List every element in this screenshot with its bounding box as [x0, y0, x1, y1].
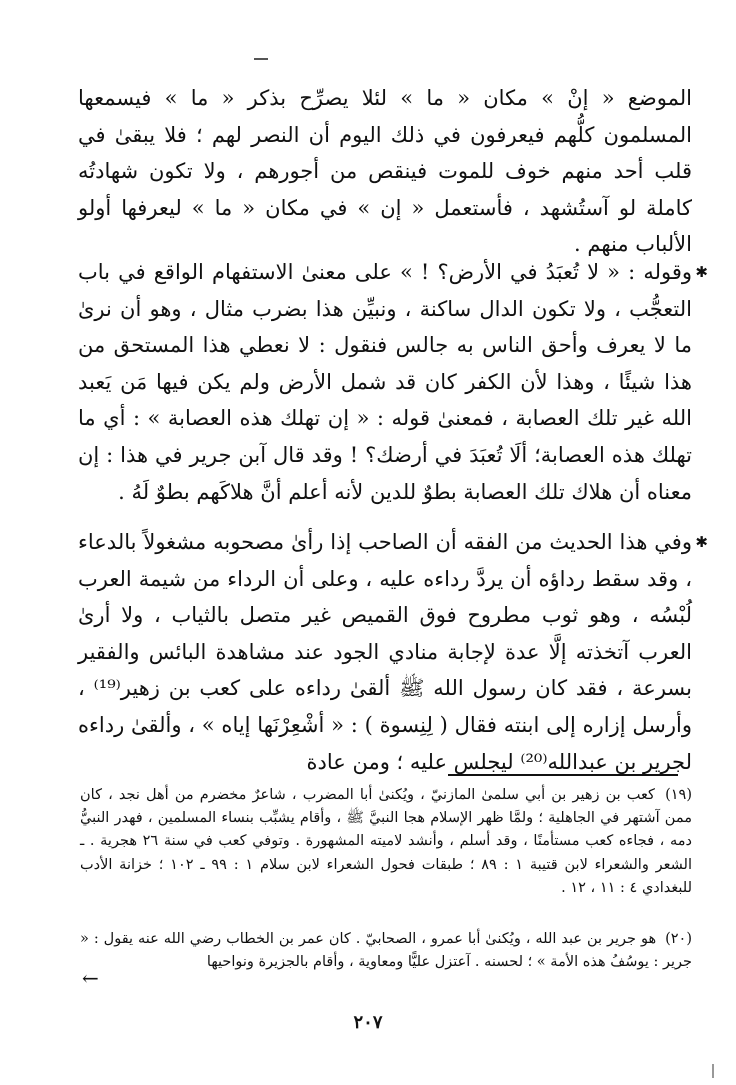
- page-edge-mark: [712, 1064, 714, 1078]
- paragraph-3: [78, 524, 708, 780]
- paragraph-3-text: وفي هذا الحديث من الفقه أن الصاحب إذا رأىٰ مصحوبه مشغولاً بالدعاء ، وقد سقط رداؤه أن يردَّ رداءه عليه ، وعلى أن الرداء من شيمة العرب لُبْسُه ، وهو ثوب مطروح فوق القميص غير متصل بالثياب ، ولا أرىٰ العرب آتخذته إلَّا عدة لإجابة منادي الجود عند مشاهدة البائس والفقير بسرعة ، فقد كان رسول الله ﷺ ألقىٰ رداءه على كعب بن زهير⁽¹⁹⁾ ، وأرسل إزاره إلى ابنته فقال ( لِنِسوة ) : « أشْعِرْنَها إياه » ، وألقىٰ رداءه لجرير بن عبدالله⁽²⁰⁾ ليجلس عليه ؛ ومن عادة: [78, 530, 692, 774]
- asterisk-bullet-icon: ✱: [695, 263, 708, 281]
- footnote-19-number: (١٩): [665, 787, 693, 803]
- footnote-19: [80, 784, 692, 900]
- paragraph-1-text: الموضع « إنْ » مكان « ما » لئلا يصرِّح بذكر « ما » فيسمعها المسلمون كلُّهم فيعرفون في ذلك اليوم أن النصر لهم ؛ فلا يبقىٰ في قلب أحد منهم خوف للموت فينقص من أجورهم ، ولا تكون شهادتُه كاملة لو آستُشهد ، فأستعمل « إن » في مكان « ما » ليعرفها أولو الألباب منهم .: [78, 86, 692, 257]
- top-tick-mark: [254, 58, 268, 60]
- paragraph-2: [78, 254, 708, 510]
- footnote-20: [80, 928, 692, 974]
- asterisk-bullet-icon: ✱: [695, 533, 708, 551]
- footnote-20-text: هو جرير بن عبد الله ، ويُكنىٰ أبا عمرو ، الصحابيّ . كان عمر بن الخطاب رضي الله عنه يقول : « جرير : يوسُفُ هذه الأمة » ؛ لحسنه . آعتزل عليًّا ومعاوية ، وأقام بالجزيرة ونواحيها: [80, 931, 692, 971]
- continue-arrow-icon: ←: [82, 966, 99, 990]
- footnote-separator: [448, 774, 678, 776]
- paragraph-1: [78, 80, 692, 263]
- footnote-20-number: (٢٠): [665, 931, 692, 947]
- footnote-19-text: كعب بن زهير بن أبي سلمىٰ المازنيّ ، ويُكنىٰ أبا المضرب ، شاعرٌ مخضرم من أهل نجد ، كان ممن آشتهر في الجاهلية ؛ ولمَّا ظهر الإسلام هجا النبيَّ ﷺ ، وأقام يشبِّب بنساء المسلمين ، فهدر النبيُّ دمه ، فجاءه كعب مستأمنًا ، وقد أسلم ، وأنشد لاميته المشهورة . وتوفي كعب في سنة ٢٦ هجرية . ـ الشعر والشعراء لابن قتيبة ١ : ٨٩ ؛ طبقات فحول الشعراء لابن سلام ١ : ٩٩ ـ ١٠٢ ؛ خزانة الأدب للبغدادي ٤ : ١١ ، ١٢ .: [80, 787, 692, 896]
- paragraph-2-text: وقوله : « لا تُعبَدُ في الأرض؟ ! » على معنىٰ الاستفهام الواقع في باب التعجُّب ، ولا تكون الدال ساكنة ، ونبيِّن هذا بضرب مثال ، وهو أن نرىٰ ما لا يعرف وأحق الناس به جالس فنقول : لا نعطي هذا المستحق من هذا شيئًا ، وهذا لأن الكفر كان قد شمل الأرض ولم يكن فيها مَن يَعبد الله غير تلك العصابة ، فمعنىٰ قوله : « إن تهلك هذه العصابة » : أي ما تهلك هذه العصابة؛ ألَا تُعبَدَ في أرضك؟ ! وقد قال آبن جرير في هذا : إن معناه أن هلاك تلك العصابة بطوٌ للدين لأنه أعلم أنَّ هلاكَهم بطوٌ لَهُ .: [78, 260, 692, 504]
- page-number: ٢٠٧: [353, 1012, 383, 1033]
